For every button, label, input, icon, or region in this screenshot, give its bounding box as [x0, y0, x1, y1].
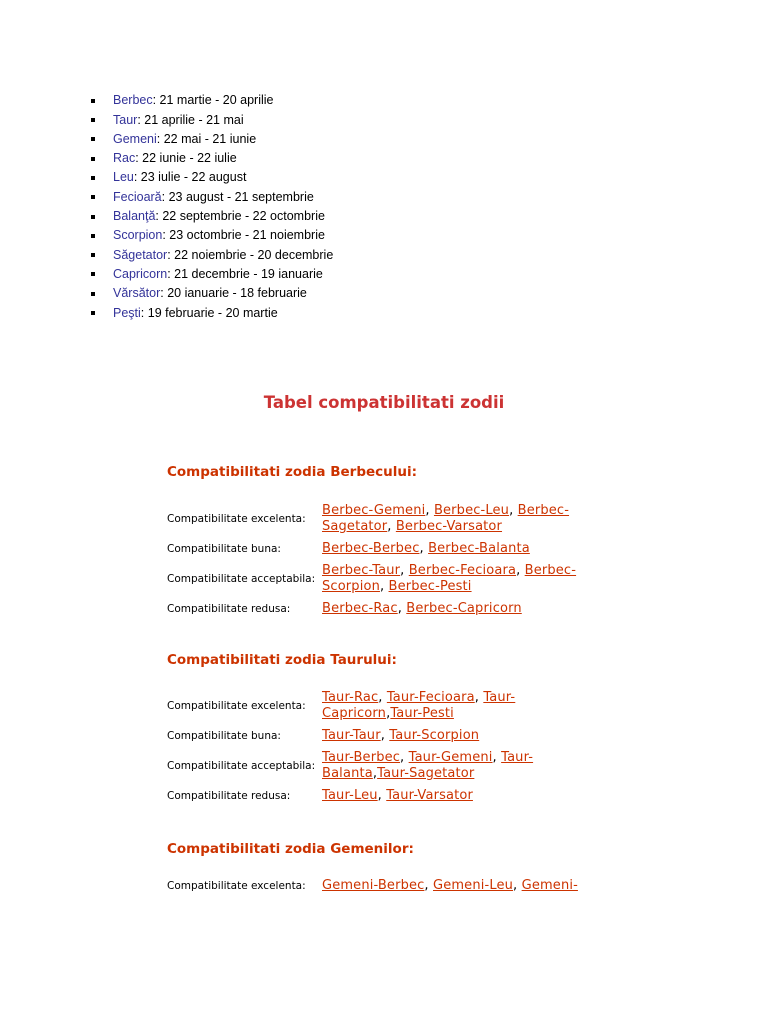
compat-link[interactable]: Berbec-Taur — [322, 563, 401, 578]
zodiac-sign-name[interactable]: Balanţă — [113, 209, 156, 224]
bullet-marker — [91, 176, 95, 180]
compat-link[interactable]: Taur-Balanta — [322, 750, 534, 781]
table-row — [167, 687, 588, 725]
link-separator: , — [386, 706, 391, 721]
link-separator: , — [378, 690, 387, 705]
zodiac-sign-name[interactable]: Vărsător — [113, 286, 161, 301]
bullet-marker — [91, 234, 95, 238]
zodiac-sign-name[interactable]: Săgetator — [113, 247, 168, 262]
table-row — [167, 598, 588, 620]
compat-link[interactable]: Gemeni-Leu — [433, 878, 514, 893]
row-links — [322, 690, 588, 722]
row-links — [322, 750, 588, 782]
compat-link[interactable]: Taur-Berbec — [322, 750, 401, 765]
list-item — [113, 149, 333, 168]
row-label: Compatibilitate excelenta: — [167, 513, 306, 525]
row-label: Compatibilitate redusa: — [167, 603, 291, 615]
row-links — [322, 788, 588, 804]
zodiac-date-range: : 22 iunie - 22 iulie — [135, 151, 237, 166]
compat-link[interactable]: Berbec-Capricorn — [406, 601, 522, 616]
page-title: Tabel compatibilitati zodii — [263, 393, 505, 412]
link-separator: , — [387, 519, 396, 534]
zodiac-sign-name[interactable]: Capricorn — [113, 266, 168, 281]
link-separator: , — [419, 541, 429, 556]
table-row — [167, 538, 588, 560]
bullet-marker — [91, 118, 95, 122]
compat-link[interactable]: Berbec-Scorpion — [322, 563, 577, 594]
link-separator: , — [400, 563, 409, 578]
link-separator: , — [516, 563, 525, 578]
row-links — [322, 728, 588, 744]
bullet-marker — [91, 311, 95, 315]
bullet-marker — [91, 215, 95, 219]
section-heading-taur: Compatibilitati zodia Taurului: — [167, 652, 397, 668]
compat-link[interactable]: Taur-Fecioara — [386, 690, 475, 705]
bullet-marker — [91, 253, 95, 257]
link-separator: , — [379, 579, 389, 594]
link-separator: , — [397, 601, 407, 616]
compat-link[interactable]: Taur-Leu — [322, 788, 378, 803]
compat-link[interactable]: Berbec-Sagetator — [322, 503, 570, 534]
row-label: Compatibilitate excelenta: — [167, 700, 306, 712]
row-links — [322, 878, 588, 894]
list-item — [113, 188, 333, 207]
compat-link[interactable]: Gemeni- — [521, 878, 578, 893]
list-item — [113, 168, 333, 187]
link-separator: , — [513, 878, 522, 893]
row-label: Compatibilitate buna: — [167, 730, 281, 742]
link-separator: , — [492, 750, 502, 765]
compat-table-taur — [167, 687, 588, 807]
bullet-marker — [91, 137, 95, 141]
zodiac-date-range: : 22 septembrie - 22 octombrie — [155, 209, 325, 224]
compat-link[interactable]: Berbec-Varsator — [395, 519, 503, 534]
section-heading-gemeni: Compatibilitati zodia Gemenilor: — [167, 841, 414, 857]
bullet-marker — [91, 99, 95, 103]
compat-link[interactable]: Taur-Taur — [322, 728, 381, 743]
zodiac-sign-name[interactable]: Taur — [113, 112, 138, 127]
bullet-marker — [91, 157, 95, 161]
compat-link[interactable]: Taur-Rac — [322, 690, 379, 705]
zodiac-sign-name[interactable]: Rac — [113, 151, 136, 166]
compat-link[interactable]: Berbec-Berbec — [322, 541, 420, 556]
list-item — [113, 207, 333, 226]
zodiac-date-range: : 21 martie - 20 aprilie — [152, 93, 274, 108]
row-links — [322, 563, 588, 595]
zodiac-date-range: : 19 februarie - 20 martie — [140, 305, 278, 320]
compat-link[interactable]: Taur-Varsator — [386, 788, 473, 803]
zodiac-date-range: : 21 decembrie - 19 ianuarie — [167, 266, 323, 281]
link-separator: , — [380, 728, 390, 743]
list-item — [113, 226, 333, 245]
list-item — [113, 91, 333, 110]
compat-link[interactable]: Taur-Capricorn — [322, 690, 516, 721]
bullet-marker — [91, 292, 95, 296]
table-row — [167, 747, 588, 785]
compat-link[interactable]: Berbec-Rac — [322, 601, 398, 616]
table-row — [167, 875, 588, 897]
zodiac-date-range: : 23 august - 21 septembrie — [161, 189, 314, 204]
compat-link[interactable]: Berbec-Leu — [433, 503, 510, 518]
table-row — [167, 725, 588, 747]
zodiac-date-range: : 22 noiembrie - 20 decembrie — [167, 247, 334, 262]
list-item — [113, 130, 333, 149]
zodiac-date-range: : 22 mai - 21 iunie — [156, 131, 257, 146]
list-item — [113, 304, 333, 323]
compat-table-gemeni — [167, 875, 588, 897]
link-separator: , — [509, 503, 518, 518]
zodiac-date-range: : 21 aprilie - 21 mai — [137, 112, 244, 127]
table-row — [167, 500, 588, 538]
zodiac-date-list — [113, 91, 333, 323]
link-separator: , — [400, 750, 409, 765]
link-separator: , — [377, 788, 387, 803]
table-row — [167, 560, 588, 598]
compat-link[interactable]: Taur-Sagetator — [377, 766, 475, 781]
section-heading-berbec: Compatibilitati zodia Berbecului: — [167, 464, 418, 480]
list-item — [113, 111, 333, 130]
compat-link[interactable]: Gemeni-Berbec — [322, 878, 425, 893]
row-links — [322, 601, 588, 617]
link-separator: , — [474, 690, 484, 705]
list-item — [113, 284, 333, 303]
zodiac-sign-name[interactable]: Scorpion — [113, 228, 163, 243]
zodiac-sign-name[interactable]: Fecioară — [113, 189, 162, 204]
compat-link[interactable]: Berbec-Pesti — [388, 579, 472, 594]
compat-link[interactable]: Berbec-Balanta — [428, 541, 530, 556]
list-item — [113, 246, 333, 265]
zodiac-sign-name[interactable]: Peşti — [113, 305, 141, 320]
row-label: Compatibilitate buna: — [167, 543, 281, 555]
zodiac-sign-name[interactable]: Leu — [113, 170, 134, 185]
zodiac-sign-name[interactable]: Berbec — [113, 93, 153, 108]
zodiac-date-range: : 23 iulie - 22 august — [133, 170, 247, 185]
row-label: Compatibilitate redusa: — [167, 790, 291, 802]
compat-link[interactable]: Berbec-Fecioara — [408, 563, 517, 578]
compat-table-berbec — [167, 500, 588, 620]
compat-link[interactable]: Taur-Pesti — [390, 706, 454, 721]
row-label: Compatibilitate acceptabila: — [167, 573, 316, 585]
bullet-marker — [91, 272, 95, 276]
zodiac-sign-name[interactable]: Gemeni — [113, 131, 157, 146]
compat-link[interactable]: Taur-Gemeni — [408, 750, 493, 765]
row-label: Compatibilitate acceptabila: — [167, 760, 316, 772]
zodiac-date-range: : 20 ianuarie - 18 februarie — [160, 286, 307, 301]
link-separator: , — [425, 503, 434, 518]
row-links — [322, 541, 588, 557]
row-label: Compatibilitate excelenta: — [167, 880, 306, 892]
zodiac-date-range: : 23 octombrie - 21 noiembrie — [162, 228, 325, 243]
link-separator: , — [372, 766, 378, 781]
bullet-marker — [91, 195, 95, 199]
table-row — [167, 785, 588, 807]
list-item — [113, 265, 333, 284]
link-separator: , — [424, 878, 433, 893]
row-links — [322, 503, 588, 535]
compat-link[interactable]: Berbec-Gemeni — [322, 503, 426, 518]
compat-link[interactable]: Taur-Scorpion — [389, 728, 480, 743]
